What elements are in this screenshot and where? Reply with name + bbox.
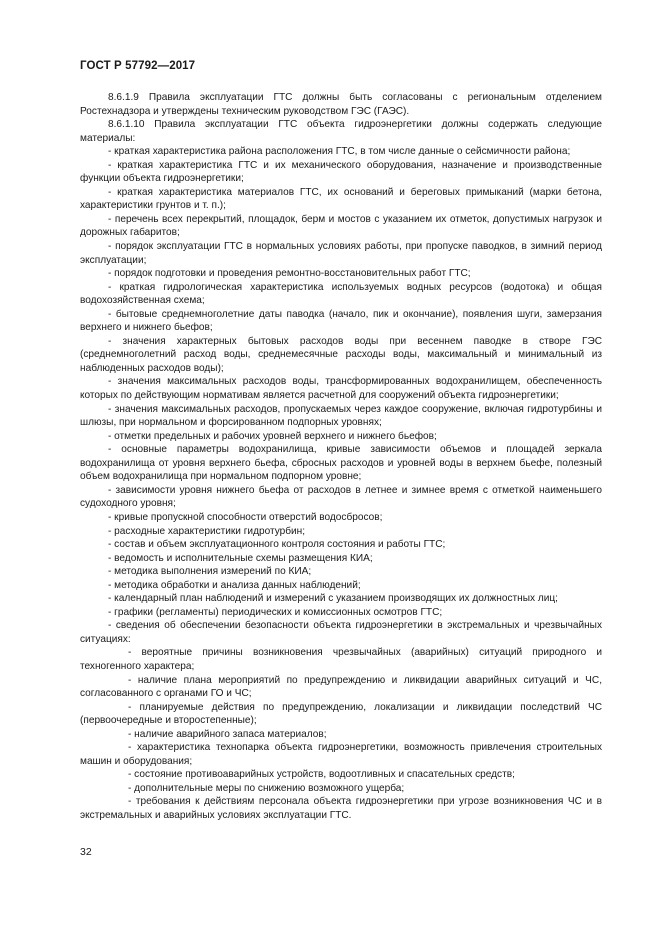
paragraph: - наличие аварийного запаса материалов; (128, 728, 327, 740)
paragraph: - методика выполнения измерений по КИА; (108, 566, 312, 578)
paragraph: - краткая гидрологическая характеристика используемых водных ресурсов (водотока) и общая водохозяйственная схема; (80, 281, 602, 307)
paragraph: - вероятные причины возникновения чрезвычайных (аварийных) ситуаций природного и техногенного характера; (80, 647, 602, 672)
paragraph: - методика обработки и анализа данных наблюдений; (108, 579, 361, 591)
paragraph: - значения характерных бытовых расходов воды при весеннем паводке в створе ГЭС (среднемноголетний расход воды, среднемесячные расходы воды, максимальный и минимальный из наблюденных расходов воды); (80, 335, 602, 374)
paragraph: 8.6.1.10 Правила эксплуатации ГТС объекта гидроэнергетики должны содержать следующие материалы: (80, 119, 602, 144)
paragraph: - зависимости уровня нижнего бьефа от расходов в летнее и зимнее время с отметкой наименьшего судоходного уровня; (80, 484, 602, 510)
paragraph: - краткая характеристика материалов ГТС, их оснований и береговых примыканий (марки бетона, характеристики грунтов и т. п.); (80, 186, 602, 212)
paragraph: - состав и объем эксплуатационного контроля состояния и работы ГТС; (108, 539, 446, 551)
paragraph: - планируемые действия по предупреждению, локализации и ликвидации последствий ЧС (первоочередные и второстепенные); (80, 701, 602, 727)
paragraph: - графики (регламенты) периодических и комиссионных осмотров ГТС; (108, 606, 443, 618)
paragraph: - наличие плана мероприятий по предупреждению и ликвидации аварийных ситуаций и ЧС, согласованного с органами ГО и ЧС; (80, 674, 602, 700)
paragraph: - характеристика технопарка объекта гидроэнергетики, возможность привлечения строительных машин и оборудования; (80, 742, 602, 767)
paragraph: - порядок эксплуатации ГТС в нормальных условиях работы, при пропуске паводков, в зимний период эксплуатации; (80, 241, 602, 266)
paragraph: 8.6.1.9 Правила эксплуатации ГТС должны быть согласованы с региональным отделением Ростехнадзора и утверждены техническим руководством ГЭС (ГАЭС). (80, 92, 602, 117)
paragraph: - значения максимальных расходов воды, трансформированных водохранилищем, обеспеченность которых по действующим нормативам является расчетной для сооружений объекта гидроэнергетики; (80, 376, 602, 402)
paragraph: - порядок подготовки и проведения ремонтно-восстановительных работ ГТС; (108, 268, 471, 280)
paragraph: - календарный план наблюдений и измерений с указанием производящих их должностных лиц; (108, 593, 558, 605)
paragraph: - краткая характеристика ГТС и их механического оборудования, назначение и производственные функции объекта гидроэнергетики; (80, 159, 602, 185)
page-number: 32 (80, 846, 92, 858)
paragraph: - состояние противоаварийных устройств, водоотливных и спасательных средств; (128, 769, 515, 781)
paragraph: - значения максимальных расходов, пропускаемых через каждое сооружение, включая гидротурбины и шлюзы, при нормальном и форсированном подпорных уровнях; (80, 403, 602, 429)
paragraph: - кривые пропускной способности отверстий водосбросов; (108, 511, 383, 523)
paragraph: - краткая характеристика района расположения ГТС, в том числе данные о сейсмичности района; (108, 146, 571, 158)
paragraph: - дополнительные меры по снижению возможного ущерба; (128, 782, 405, 794)
paragraph: - основные параметры водохранилища, кривые зависимости объемов и площадей зеркала водохранилища от уровня верхнего бьефа, сбросных расходов и уровней воды в верхнем бьефе, полезный объем водохранилища при нормальном подпорном уровне; (80, 444, 602, 483)
document-body (80, 91, 602, 823)
paragraph: - перечень всех перекрытий, площадок, берм и мостов с указанием их отметок, допустимых нагрузок и дорожных габаритов; (80, 213, 602, 239)
paragraph: - отметки предельных и рабочих уровней верхнего и нижнего бьефов; (108, 430, 437, 442)
paragraph: - требования к действиям персонала объекта гидроэнергетики при угрозе возникновения ЧС и в экстремальных и аварийных условиях эксплуатации ГТС. (80, 796, 602, 821)
paragraph: - расходные характеристики гидротурбин; (108, 525, 306, 537)
paragraph: - ведомость и исполнительные схемы размещения КИА; (108, 552, 373, 564)
paragraph: - сведения об обеспечении безопасности объекта гидроэнергетики в экстремальных и чрезвычайных ситуациях: (80, 620, 602, 645)
document-header: ГОСТ Р 57792—2017 (80, 60, 196, 72)
paragraph: - бытовые среднемноголетние даты паводка (начало, пик и окончание), появления шуги, замерзания верхнего и нижнего бьефов; (80, 308, 602, 334)
